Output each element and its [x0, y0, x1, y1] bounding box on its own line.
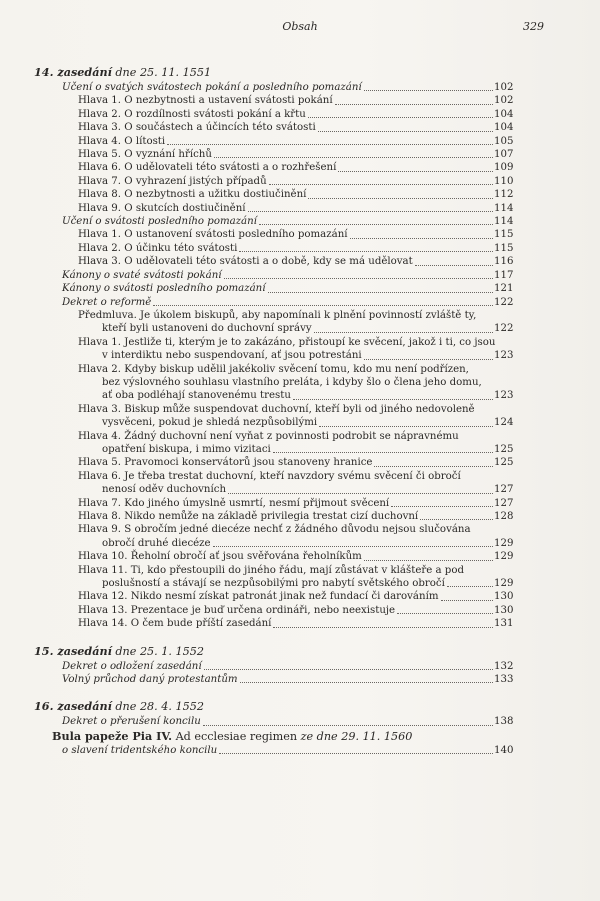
toc-entry [34, 188, 512, 201]
section-number: 15. zasedání [34, 643, 112, 658]
toc-entry [34, 617, 512, 630]
entry-page: 107 [494, 149, 514, 161]
dot-leader [214, 157, 493, 158]
toc-entry [34, 148, 512, 161]
entry-page: 124 [494, 417, 514, 429]
toc-entry [34, 255, 512, 268]
entry-text: Dekret o reformě [62, 296, 152, 308]
entry-page: 110 [494, 175, 514, 187]
dot-leader [335, 104, 493, 105]
toc-entry-multiline [34, 564, 512, 591]
entry-text: Hlava 4. O lítosti [78, 135, 166, 147]
section-gap [34, 686, 512, 698]
entry-line: Hlava 2. Kdyby biskup udělil jakékoliv svěcení tomu, kdo mu není podřízen, [78, 363, 469, 375]
entry-page: 104 [494, 122, 514, 134]
entry-text: Hlava 7. O vyhrazení jistých případů [78, 175, 267, 187]
entry-line: Hlava 1. Jestliže ti, kterým je to zakázáno, přistoupí ke svěcení, jakož i ti, co jsou [78, 336, 496, 348]
entry-text: Učení o svátosti posledního pomazání [62, 216, 257, 228]
toc-entry [34, 202, 512, 215]
entry-text: Hlava 2. O účinku této svátosti [78, 242, 238, 254]
entry-page: 122 [494, 296, 514, 308]
entry-page: 131 [494, 618, 514, 630]
entry-line: Hlava 9. S obročím jedné diecéze nechť z žádného důvodu nejsou slučována [78, 524, 471, 536]
entry-text: Hlava 3. O udělovateli této svátosti a o době, kdy se má udělovat [78, 256, 413, 268]
entry-text: Hlava 5. Pravomoci konservátorů jsou stanoveny hranice [78, 457, 373, 469]
entry-text: Hlava 8. Nikdo nemůže na základě privilegia trestat cizí duchovní [78, 511, 419, 522]
entry-text: Hlava 12. Nikdo nesmí získat patronát jinak než fundací či darováním [78, 591, 439, 603]
dot-leader [239, 251, 493, 252]
entry-page: 123 [494, 350, 514, 362]
entry-page: 138 [494, 716, 514, 728]
toc-subheading [34, 215, 512, 228]
dot-leader [224, 278, 493, 279]
entry-text: Učení o svatých svátostech pokání a posledního pomazání [62, 82, 362, 93]
dot-leader [203, 725, 493, 726]
entry-text: Kánony o svaté svátosti pokání [62, 269, 222, 281]
dot-leader [441, 600, 494, 601]
entry-text: nenosí oděv duchovních [102, 484, 227, 496]
toc-entry-multiline [34, 470, 512, 497]
entry-last-line [78, 322, 512, 335]
entry-text: Hlava 1. O ustanovení svátosti posledního pomazání [78, 229, 348, 241]
dot-leader [350, 238, 493, 239]
dot-leader [248, 211, 493, 212]
dot-leader [364, 560, 493, 561]
dot-leader [314, 332, 493, 333]
dot-leader [391, 506, 493, 507]
bula-subtitle [34, 744, 512, 757]
entry-line: Hlava 4. Žádný duchovní není vyňat z povinnosti podrobit se nápravnému [78, 430, 459, 442]
toc-subheading [34, 269, 512, 282]
toc-entry [34, 175, 512, 188]
dot-leader [273, 627, 493, 628]
entry-page: 114 [494, 202, 514, 214]
entry-text: opatření biskupa, i mimo vizitaci [102, 443, 271, 455]
entry-text: poslušností a stávají se nezpůsobilými pro nabytí světského obročí [102, 578, 445, 590]
dot-leader [308, 117, 493, 118]
entry-page: 129 [494, 537, 514, 549]
dot-leader [273, 452, 493, 453]
section-date: dne 25. 11. 1551 [111, 66, 212, 79]
bula-date: ze dne 29. 11. 1560 [297, 729, 413, 743]
entry-page: 127 [494, 497, 514, 509]
dot-leader [219, 753, 493, 754]
entry-page: 123 [494, 390, 514, 402]
entry-page: 130 [494, 591, 514, 603]
toc-entry [34, 94, 512, 107]
entry-text: vysvěceni, pokud je shledá nezpůsobilými [102, 417, 318, 429]
entry-text: Hlava 6. O udělovateli této svátosti a o rozhřešení [78, 162, 337, 174]
toc-entry-multiline [34, 523, 512, 550]
toc-entry [34, 497, 512, 510]
entry-page: 102 [494, 95, 514, 107]
entry-page: 133 [494, 674, 514, 686]
page-number: 329 [523, 20, 544, 33]
entry-last-line [78, 443, 512, 456]
dot-leader [268, 292, 493, 293]
entry-page: 114 [494, 216, 514, 228]
table-of-contents [34, 64, 512, 757]
entry-line: Hlava 3. Biskup může suspendovat duchovní, kteří byli od jiného nedovoleně [78, 403, 475, 415]
dot-leader [447, 586, 493, 587]
entry-page: 122 [494, 323, 514, 335]
dot-leader [153, 305, 493, 306]
section-heading [34, 698, 512, 715]
entry-last-line [78, 577, 512, 590]
toc-entry-multiline [34, 363, 512, 403]
toc-entry [34, 228, 512, 241]
entry-page: 129 [494, 578, 514, 590]
dot-leader [308, 198, 493, 199]
entry-line: Hlava 11. Ti, kdo přestoupili do jiného řádu, mají zůstávat v klášteře a pod [78, 564, 464, 576]
dot-leader [228, 493, 493, 494]
entry-text: kteří byli ustanoveni do duchovní správy [102, 323, 312, 335]
dot-leader [415, 265, 493, 266]
dot-leader [364, 90, 493, 91]
section-date: dne 25. 1. 1552 [111, 644, 204, 658]
toc-entry [34, 456, 512, 469]
toc-entry [34, 510, 512, 523]
toc-entry-multiline [34, 309, 512, 336]
entry-text: Dekret o odložení zasedání [62, 660, 202, 672]
entry-page: 127 [494, 484, 514, 496]
entry-line: Hlava 6. Je třeba trestat duchovní, kteří navzdory svému svěcení či obročí [78, 470, 461, 482]
entry-text: Hlava 5. O vyznání hříchů [78, 149, 212, 161]
dot-leader [397, 613, 493, 614]
entry-text: obročí druhé diecéze [102, 537, 211, 549]
entry-text: Hlava 2. O rozdílnosti svátosti pokání a křtu [78, 108, 306, 120]
entry-text: ať oba podléhají stanovenému trestu [102, 390, 291, 402]
toc-entry-multiline [34, 403, 512, 430]
toc-subheading [34, 660, 512, 673]
entry-page: 112 [494, 189, 514, 201]
section-gap [34, 631, 512, 643]
entry-text: Dekret o přerušení koncilu [62, 716, 201, 728]
entry-text: o slavení tridentského koncilu [62, 744, 218, 756]
dot-leader [420, 519, 493, 520]
entry-last-line [78, 537, 512, 550]
running-title: Obsah [282, 20, 318, 33]
dot-leader [204, 669, 493, 670]
toc-entry [34, 121, 512, 134]
dot-leader [319, 426, 493, 427]
toc-subheading [34, 673, 512, 686]
dot-leader [293, 399, 493, 400]
toc-entry [34, 590, 512, 603]
section-heading [34, 643, 512, 660]
section-number: 16. zasedání [34, 699, 112, 714]
toc-entry [34, 108, 512, 121]
toc-entry [34, 135, 512, 148]
dot-leader [213, 546, 493, 547]
toc-entry [34, 242, 512, 255]
entry-text: Hlava 1. O nezbytnosti a ustavení svátosti pokání [78, 95, 333, 107]
toc-subheading [34, 296, 512, 309]
dot-leader [240, 682, 493, 683]
section-date: dne 28. 4. 1552 [111, 700, 204, 714]
entry-text: Hlava 14. O čem bude příští zasedání [78, 618, 272, 630]
toc-entry [34, 161, 512, 174]
toc-entry [34, 604, 512, 617]
entry-text: Hlava 8. O nezbytnosti a užitku dostiučinění [78, 189, 307, 201]
entry-text: Hlava 7. Kdo jiného úmyslně usmrtí, nesmí přijmout svěcení [78, 497, 390, 509]
entry-text: Hlava 13. Prezentace je buď určena ordináři, nebo neexistuje [78, 604, 396, 616]
dot-leader [167, 144, 493, 145]
entry-page: 115 [494, 242, 514, 254]
running-header [0, 20, 600, 38]
entry-text: Hlava 9. O skutcích dostiučinění [78, 202, 246, 214]
entry-page: 117 [494, 269, 514, 281]
bula-bold: Bula papeže Pia IV. [52, 728, 173, 743]
entry-page: 115 [494, 229, 514, 241]
bula-title: Ad ecclesiae regimen [172, 729, 298, 743]
toc-subheading [34, 282, 512, 295]
toc-entry [34, 550, 512, 563]
section-heading [34, 64, 512, 81]
dot-leader [269, 184, 493, 185]
entry-page: 116 [494, 256, 514, 268]
dot-leader [338, 171, 493, 172]
toc-subheading [34, 715, 512, 728]
entry-page: 102 [494, 82, 514, 93]
toc-subheading [34, 81, 512, 94]
dot-leader [374, 466, 493, 467]
entry-last-line [78, 483, 512, 496]
entry-text: Kánony o svátosti posledního pomazání [62, 283, 266, 295]
entry-page: 105 [494, 135, 514, 147]
entry-page: 104 [494, 108, 514, 120]
dot-leader [259, 224, 493, 225]
entry-page: 125 [494, 457, 514, 469]
entry-text: v interdiktu nebo suspendovaní, ať jsou potrestáni [102, 350, 362, 362]
entry-last-line [78, 349, 512, 362]
toc-entry-multiline [34, 430, 512, 457]
entry-page: 121 [494, 283, 514, 295]
section-number: 14. zasedání [34, 65, 112, 79]
entry-text: Hlava 10. Řeholní obročí ať jsou svěřována řeholníkům [78, 551, 362, 563]
entry-page: 140 [494, 744, 514, 756]
entry-page: 132 [494, 660, 514, 672]
entry-line: bez výslovného souhlasu vlastního preláta, i kdyby šlo o člena jeho domu, [102, 376, 482, 388]
toc-entry-multiline [34, 336, 512, 363]
entry-line: Předmluva. Je úkolem biskupů, aby napomínali k plnění povinností zvláště ty, [78, 309, 477, 321]
entry-text: Hlava 3. O součástech a účincích této svátosti [78, 122, 316, 134]
dot-leader [364, 359, 493, 360]
bula-heading [34, 729, 512, 744]
entry-text: Volný průchod daný protestantům [62, 674, 238, 686]
entry-page: 125 [494, 443, 514, 455]
entry-last-line [78, 416, 512, 429]
entry-page: 130 [494, 604, 514, 616]
entry-page: 129 [494, 551, 514, 563]
entry-last-line [78, 389, 512, 402]
entry-page: 109 [494, 162, 514, 174]
entry-page: 128 [494, 511, 514, 522]
dot-leader [318, 131, 493, 132]
